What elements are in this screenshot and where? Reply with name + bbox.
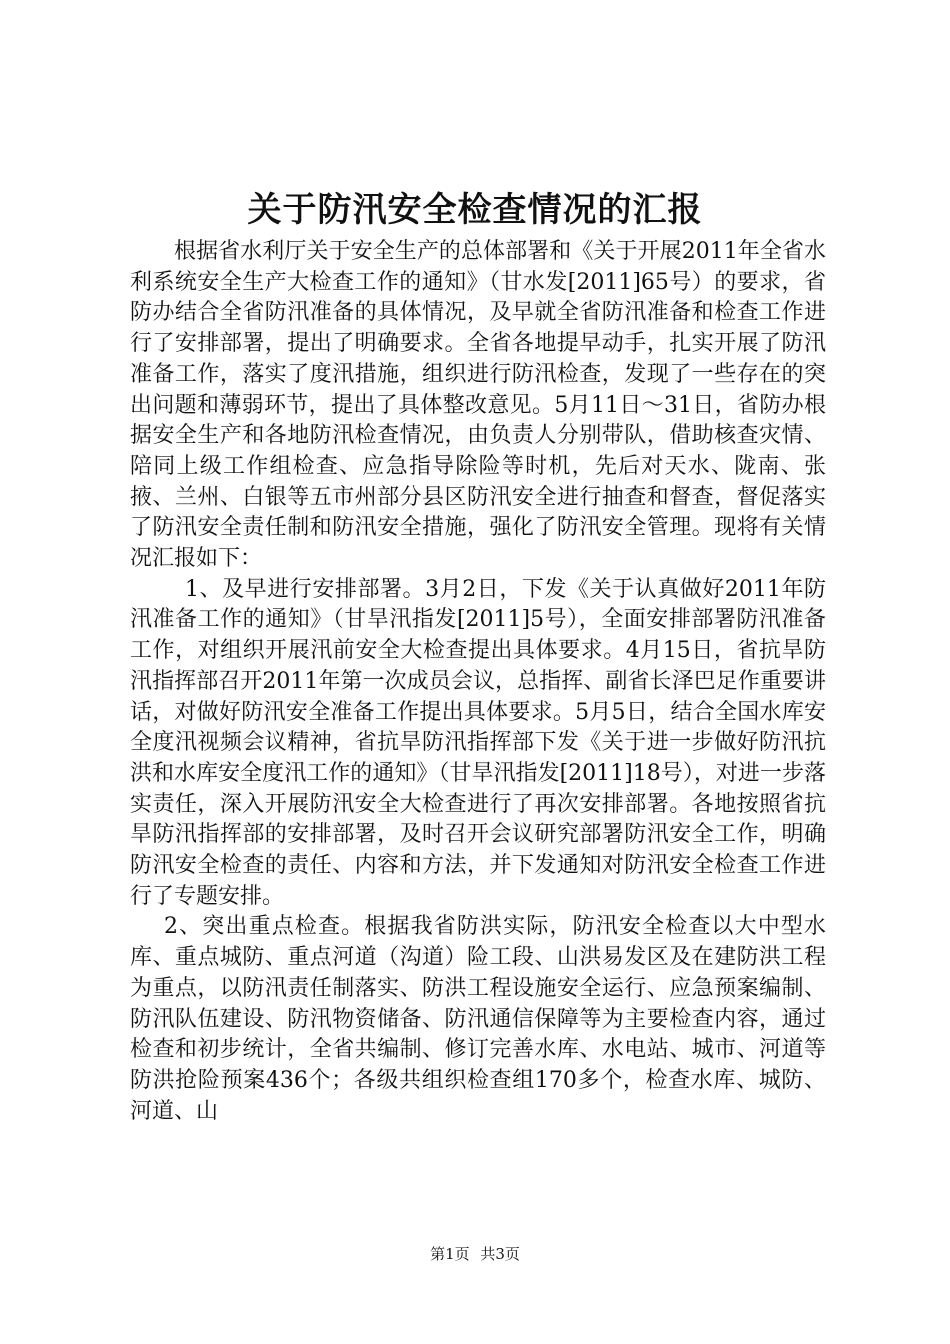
page-total: 共3页 [480, 1245, 520, 1263]
page-number: 第1页 [430, 1245, 470, 1263]
page-footer [0, 1244, 950, 1264]
intro-paragraph: 根据省水利厅关于安全生产的总体部署和《关于开展2011年全省水利系统安全生产大检查工作的通知》（甘水发[2011]65号）的要求，省防办结合全省防汛准备的具体情况，及早就全省防汛准备和检查工作进行了安排部署，提出了明确要求。全省各地提早动手，扎实开展了防汛准备工作，落实了度汛措施，组织进行防汛检查，发现了一些存在的突出问题和薄弱环节，提出了具体整改意见。5月11日～31日，省防办根据安全生产和各地防汛检查情况，由负责人分别带队，借助核查灾情、陪同上级工作组检查、应急指导除险等时机，先后对天水、陇南、张掖、兰州、白银等五市州部分县区防汛安全进行抽查和督查，督促落实了防汛安全责任制和防汛安全措施，强化了防汛安全管理。现将有关情况汇报如下： [130, 239, 826, 572]
document-body [130, 237, 826, 1127]
document-title: 关于防汛安全检查情况的汇报 [247, 190, 703, 230]
section-1-paragraph: 1、及早进行安排部署。3月2日，下发《关于认真做好2011年防汛准备工作的通知》（甘旱汛指发[2011]5号），全面安排部署防汛准备工作，对组织开展汛前安全大检查提出具体要求。4月15日，省抗旱防汛指挥部召开2011年第一次成员会议，总指挥、副省长泽巴足作重要讲话，对做好防汛安全准备工作提出具体要求。5月5日，结合全国水库安全度汛视频会议精神，省抗旱防汛指挥部下发《关于进一步做好防汛抗洪和水库安全度汛工作的通知》（甘旱汛指发[2011]18号），对进一步落实责任，深入开展防汛安全大检查进行了再次安排部署。各地按照省抗旱防汛指挥部的安排部署，及时召开会议研究部署防汛安全工作，明确防汛安全检查的责任、内容和方法，并下发通知对防汛安全检查工作进行了专题安排。 [130, 576, 826, 909]
section-2-paragraph: 2、突出重点检查。根据我省防洪实际，防汛安全检查以大中型水库、重点城防、重点河道（沟道）险工段、山洪易发区及在建防洪工程为重点，以防汛责任制落实、防洪工程设施安全运行、应急预案编制、防汛队伍建设、防汛物资储备、防汛通信保障等为主要检查内容，通过检查和初步统计，全省共编制、修订完善水库、水电站、城市、河道等防洪抢险预案436个；各级共组织检查组170多个，检查水库、城防、河道、山 [130, 914, 826, 1124]
